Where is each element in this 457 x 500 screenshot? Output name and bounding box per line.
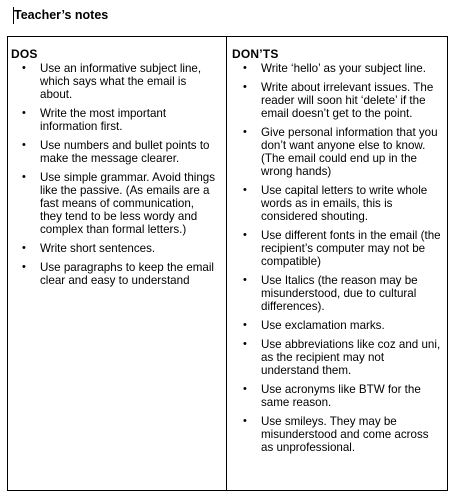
bullet-icon: • bbox=[243, 62, 247, 74]
column-divider bbox=[226, 37, 227, 490]
page-title: Teacher’s notes bbox=[14, 8, 109, 22]
list-item-text: Write ‘hello’ as your subject line. bbox=[261, 62, 426, 75]
bullet-icon: • bbox=[243, 415, 247, 427]
list-item bbox=[11, 261, 216, 287]
bullet-icon: • bbox=[243, 274, 247, 286]
bullet-icon: • bbox=[243, 184, 247, 196]
list-item-text: Use numbers and bullet points to make the message clearer. bbox=[40, 139, 210, 165]
donts-heading: DON’TS bbox=[232, 47, 279, 61]
list-item bbox=[232, 383, 442, 409]
bullet-icon: • bbox=[243, 338, 247, 350]
list-item bbox=[11, 139, 216, 165]
list-item-text: Use exclamation marks. bbox=[261, 319, 385, 332]
list-item-text: Use paragraphs to keep the email clear and easy to understand bbox=[40, 261, 215, 287]
list-item bbox=[11, 107, 216, 133]
bullet-icon: • bbox=[243, 319, 247, 331]
list-item bbox=[232, 126, 442, 178]
list-item bbox=[232, 229, 442, 268]
list-item bbox=[232, 81, 442, 120]
list-item bbox=[232, 415, 442, 454]
dos-heading: DOS bbox=[11, 47, 38, 61]
bullet-icon: • bbox=[22, 242, 26, 254]
dos-column bbox=[11, 47, 216, 293]
donts-column bbox=[232, 47, 442, 460]
dos-list bbox=[11, 62, 216, 287]
list-item bbox=[232, 319, 442, 332]
list-item bbox=[232, 274, 442, 313]
donts-list bbox=[232, 62, 442, 454]
list-item-text: Use simple grammar. Avoid things like the passive. (As emails are a fast means of communication, they tend to be less wordy and complex than formal letters.) bbox=[40, 171, 216, 236]
list-item bbox=[232, 184, 442, 223]
list-item-text: Use an informative subject line, which says what the email is about. bbox=[40, 62, 202, 101]
list-item-text: Write about irrelevant issues. The reader will soon hit ‘delete’ if the email doesn’t get to the point. bbox=[261, 81, 434, 120]
list-item-text: Give personal information that you don’t want anyone else to know. (The email could end up in the wrong hands) bbox=[261, 126, 438, 178]
list-item-text: Use capital letters to write whole words as in emails, this is considered shouting. bbox=[261, 184, 428, 223]
bullet-icon: • bbox=[22, 62, 26, 74]
list-item-text: Write short sentences. bbox=[40, 242, 156, 255]
list-item bbox=[11, 62, 216, 101]
list-item bbox=[11, 242, 216, 255]
list-item-text: Use acronyms like BTW for the same reason. bbox=[261, 383, 421, 409]
bullet-icon: • bbox=[243, 126, 247, 138]
list-item-text: Use abbreviations like coz and uni, as the recipient may not understand them. bbox=[261, 338, 441, 377]
list-item bbox=[232, 338, 442, 377]
list-item-text: Use Italics (the reason may be misunderstood, due to cultural differences). bbox=[261, 274, 418, 313]
bullet-icon: • bbox=[22, 261, 26, 273]
list-item-text: Write the most important information first. bbox=[40, 107, 167, 133]
list-item-text: Use different fonts in the email (the recipient’s computer may not be compatible) bbox=[261, 229, 441, 268]
list-item bbox=[232, 62, 442, 75]
bullet-icon: • bbox=[22, 171, 26, 183]
bullet-icon: • bbox=[243, 383, 247, 395]
bullet-icon: • bbox=[243, 229, 247, 241]
list-item-text: Use smileys. They may be misunderstood and come across as unprofessional. bbox=[261, 415, 429, 454]
notes-table bbox=[7, 36, 448, 491]
list-item bbox=[11, 171, 216, 236]
bullet-icon: • bbox=[243, 81, 247, 93]
bullet-icon: • bbox=[22, 139, 26, 151]
bullet-icon: • bbox=[22, 107, 26, 119]
